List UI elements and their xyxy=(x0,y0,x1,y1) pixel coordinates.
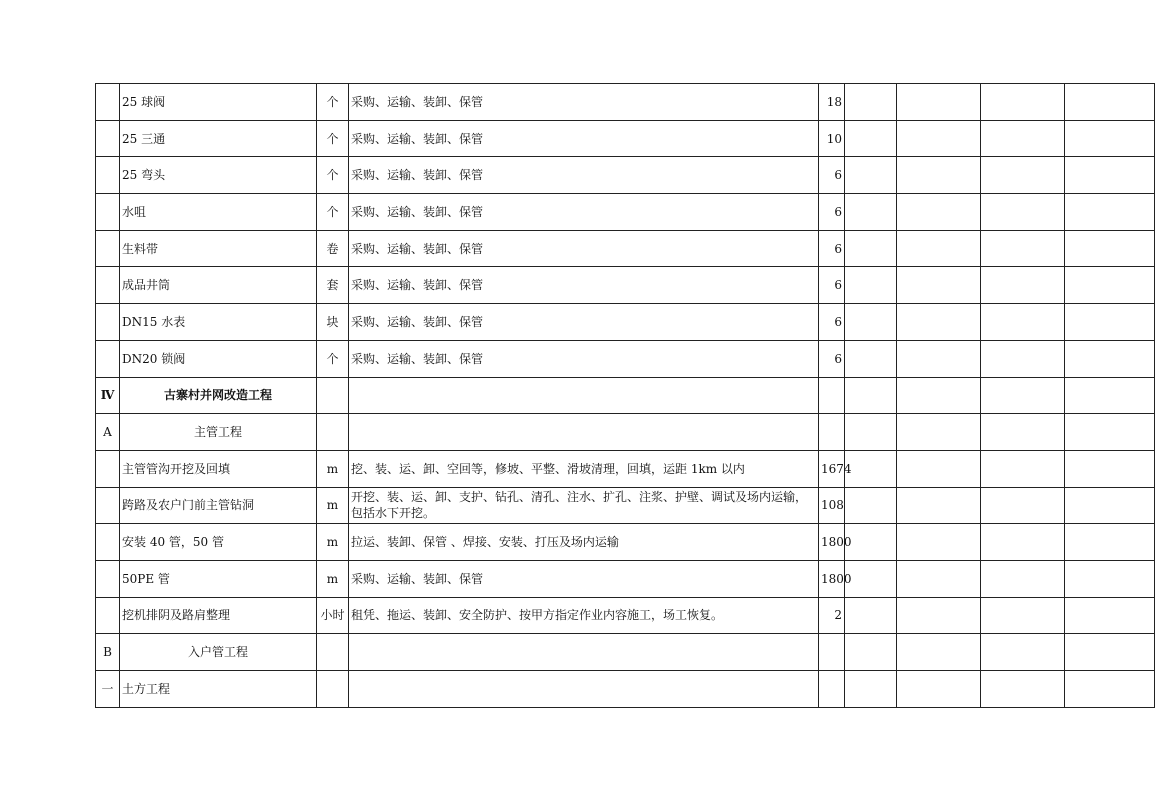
table-row xyxy=(96,560,1155,597)
unit-price-cell xyxy=(845,157,897,194)
total-price-cell xyxy=(897,84,981,121)
total-price-cell xyxy=(897,487,981,524)
item-name-cell: 主管管沟开挖及回填 xyxy=(120,450,317,487)
table-row xyxy=(96,487,1155,524)
empty-cell xyxy=(981,194,1065,231)
unit-cell: 小时 xyxy=(317,597,349,634)
unit-price-cell xyxy=(845,671,897,708)
table-row xyxy=(96,84,1155,121)
empty-cell xyxy=(981,230,1065,267)
work-description-cell xyxy=(349,671,819,708)
empty-cell xyxy=(981,377,1065,414)
row-index-cell xyxy=(96,340,120,377)
total-price-cell xyxy=(897,157,981,194)
empty-cell xyxy=(981,304,1065,341)
row-index-cell: A xyxy=(96,414,120,451)
item-name-cell: 生料带 xyxy=(120,230,317,267)
row-index-cell: 一 xyxy=(96,671,120,708)
empty-cell xyxy=(981,560,1065,597)
quantity-cell xyxy=(819,377,845,414)
unit-price-cell xyxy=(845,524,897,561)
work-description-cell: 采购、运输、装卸、保管 xyxy=(349,157,819,194)
total-price-cell xyxy=(897,634,981,671)
total-price-cell xyxy=(897,267,981,304)
empty-cell xyxy=(981,671,1065,708)
unit-price-cell xyxy=(845,487,897,524)
empty-cell xyxy=(981,267,1065,304)
unit-cell: 卷 xyxy=(317,230,349,267)
table-row xyxy=(96,340,1155,377)
remarks-cell xyxy=(1065,634,1155,671)
table-row xyxy=(96,194,1155,231)
table-row xyxy=(96,634,1155,671)
total-price-cell xyxy=(897,560,981,597)
remarks-cell xyxy=(1065,487,1155,524)
item-name-cell: 古寨村并网改造工程 xyxy=(120,377,317,414)
quantity-cell xyxy=(819,634,845,671)
item-name-cell: 50PE 管 xyxy=(120,560,317,597)
unit-price-cell xyxy=(845,450,897,487)
unit-price-cell xyxy=(845,597,897,634)
unit-cell: 个 xyxy=(317,340,349,377)
quantity-cell: 6 xyxy=(819,267,845,304)
table-row xyxy=(96,671,1155,708)
remarks-cell xyxy=(1065,377,1155,414)
unit-cell: m xyxy=(317,560,349,597)
remarks-cell xyxy=(1065,194,1155,231)
unit-price-cell xyxy=(845,340,897,377)
table-row xyxy=(96,450,1155,487)
row-index-cell xyxy=(96,450,120,487)
table-row xyxy=(96,120,1155,157)
item-name-cell: DN20 锁阀 xyxy=(120,340,317,377)
row-index-cell: B xyxy=(96,634,120,671)
empty-cell xyxy=(981,597,1065,634)
table-row xyxy=(96,267,1155,304)
total-price-cell xyxy=(897,597,981,634)
quantity-cell xyxy=(819,414,845,451)
item-name-cell: 25 球阀 xyxy=(120,84,317,121)
unit-cell: m xyxy=(317,450,349,487)
remarks-cell xyxy=(1065,120,1155,157)
remarks-cell xyxy=(1065,84,1155,121)
unit-price-cell xyxy=(845,230,897,267)
total-price-cell xyxy=(897,194,981,231)
row-index-cell xyxy=(96,230,120,267)
total-price-cell xyxy=(897,304,981,341)
quantity-cell: 1674 xyxy=(819,450,845,487)
quantity-cell: 108 xyxy=(819,487,845,524)
row-index-cell xyxy=(96,597,120,634)
unit-cell: m xyxy=(317,487,349,524)
total-price-cell xyxy=(897,230,981,267)
remarks-cell xyxy=(1065,450,1155,487)
row-index-cell xyxy=(96,560,120,597)
unit-price-cell xyxy=(845,414,897,451)
remarks-cell xyxy=(1065,340,1155,377)
unit-cell xyxy=(317,377,349,414)
total-price-cell xyxy=(897,671,981,708)
item-name-cell: 成品井筒 xyxy=(120,267,317,304)
unit-cell xyxy=(317,671,349,708)
table-row xyxy=(96,230,1155,267)
item-name-cell: 土方工程 xyxy=(120,671,317,708)
work-description-cell: 采购、运输、装卸、保管 xyxy=(349,340,819,377)
row-index-cell xyxy=(96,84,120,121)
total-price-cell xyxy=(897,414,981,451)
unit-cell: 个 xyxy=(317,194,349,231)
unit-price-cell xyxy=(845,120,897,157)
unit-cell: 套 xyxy=(317,267,349,304)
work-description-cell: 开挖、装、运、卸、支护、钻孔、清孔、注水、扩孔、注浆、护壁、调试及场内运输，包括水下开挖。 xyxy=(349,487,819,524)
unit-cell: 个 xyxy=(317,157,349,194)
quantity-cell xyxy=(819,671,845,708)
bill-of-quantities-table xyxy=(95,83,1155,708)
work-description-cell xyxy=(349,414,819,451)
quantity-cell: 6 xyxy=(819,157,845,194)
work-description-cell xyxy=(349,377,819,414)
item-name-cell: 跨路及农户门前主管钻洞 xyxy=(120,487,317,524)
quantity-cell: 10 xyxy=(819,120,845,157)
row-index-cell xyxy=(96,267,120,304)
unit-cell: 个 xyxy=(317,120,349,157)
table-row xyxy=(96,304,1155,341)
unit-cell: 块 xyxy=(317,304,349,341)
row-index-cell xyxy=(96,157,120,194)
table-row xyxy=(96,524,1155,561)
total-price-cell xyxy=(897,450,981,487)
quantity-cell: 6 xyxy=(819,340,845,377)
item-name-cell: 安装 40 管，50 管 xyxy=(120,524,317,561)
table-row xyxy=(96,157,1155,194)
work-description-cell: 采购、运输、装卸、保管 xyxy=(349,560,819,597)
remarks-cell xyxy=(1065,414,1155,451)
empty-cell xyxy=(981,524,1065,561)
total-price-cell xyxy=(897,340,981,377)
unit-cell: m xyxy=(317,524,349,561)
empty-cell xyxy=(981,634,1065,671)
quantity-cell: 1800 xyxy=(819,524,845,561)
empty-cell xyxy=(981,487,1065,524)
quantity-cell: 6 xyxy=(819,304,845,341)
item-name-cell: DN15 水表 xyxy=(120,304,317,341)
unit-price-cell xyxy=(845,267,897,304)
quantity-cell: 2 xyxy=(819,597,845,634)
unit-price-cell xyxy=(845,560,897,597)
unit-cell xyxy=(317,414,349,451)
work-description-cell: 挖、装、运、卸、空回等，修坡、平整、滑坡清理，回填，运距 1km 以内 xyxy=(349,450,819,487)
table-row xyxy=(96,597,1155,634)
empty-cell xyxy=(981,340,1065,377)
work-description-cell: 采购、运输、装卸、保管 xyxy=(349,194,819,231)
work-description-cell: 采购、运输、装卸、保管 xyxy=(349,304,819,341)
remarks-cell xyxy=(1065,157,1155,194)
item-name-cell: 25 弯头 xyxy=(120,157,317,194)
remarks-cell xyxy=(1065,560,1155,597)
remarks-cell xyxy=(1065,230,1155,267)
total-price-cell xyxy=(897,377,981,414)
work-description-cell: 采购、运输、装卸、保管 xyxy=(349,84,819,121)
row-index-cell xyxy=(96,120,120,157)
unit-cell xyxy=(317,634,349,671)
unit-price-cell xyxy=(845,377,897,414)
work-description-cell: 租凭、拖运、装卸、安全防护、按甲方指定作业内容施工，场工恢复。 xyxy=(349,597,819,634)
item-name-cell: 入户管工程 xyxy=(120,634,317,671)
empty-cell xyxy=(981,84,1065,121)
row-index-cell xyxy=(96,194,120,231)
unit-cell: 个 xyxy=(317,84,349,121)
table-row xyxy=(96,377,1155,414)
total-price-cell xyxy=(897,524,981,561)
empty-cell xyxy=(981,450,1065,487)
table-body xyxy=(96,84,1155,708)
remarks-cell xyxy=(1065,304,1155,341)
empty-cell xyxy=(981,157,1065,194)
remarks-cell xyxy=(1065,267,1155,304)
quantity-cell: 6 xyxy=(819,230,845,267)
quantity-cell: 6 xyxy=(819,194,845,231)
item-name-cell: 水咀 xyxy=(120,194,317,231)
unit-price-cell xyxy=(845,634,897,671)
remarks-cell xyxy=(1065,671,1155,708)
empty-cell xyxy=(981,414,1065,451)
unit-price-cell xyxy=(845,84,897,121)
row-index-cell xyxy=(96,524,120,561)
table-row xyxy=(96,414,1155,451)
quantity-cell: 18 xyxy=(819,84,845,121)
item-name-cell: 挖机排阴及路肩整理 xyxy=(120,597,317,634)
item-name-cell: 主管工程 xyxy=(120,414,317,451)
quantity-cell: 1800 xyxy=(819,560,845,597)
work-description-cell: 采购、运输、装卸、保管 xyxy=(349,120,819,157)
row-index-cell xyxy=(96,487,120,524)
work-description-cell: 拉运、装卸、保管 、焊接、安装、打压及场内运输 xyxy=(349,524,819,561)
unit-price-cell xyxy=(845,304,897,341)
total-price-cell xyxy=(897,120,981,157)
row-index-cell xyxy=(96,304,120,341)
unit-price-cell xyxy=(845,194,897,231)
row-index-cell: Ⅳ xyxy=(96,377,120,414)
remarks-cell xyxy=(1065,524,1155,561)
work-description-cell: 采购、运输、装卸、保管 xyxy=(349,230,819,267)
work-description-cell xyxy=(349,634,819,671)
remarks-cell xyxy=(1065,597,1155,634)
empty-cell xyxy=(981,120,1065,157)
work-description-cell: 采购、运输、装卸、保管 xyxy=(349,267,819,304)
item-name-cell: 25 三通 xyxy=(120,120,317,157)
